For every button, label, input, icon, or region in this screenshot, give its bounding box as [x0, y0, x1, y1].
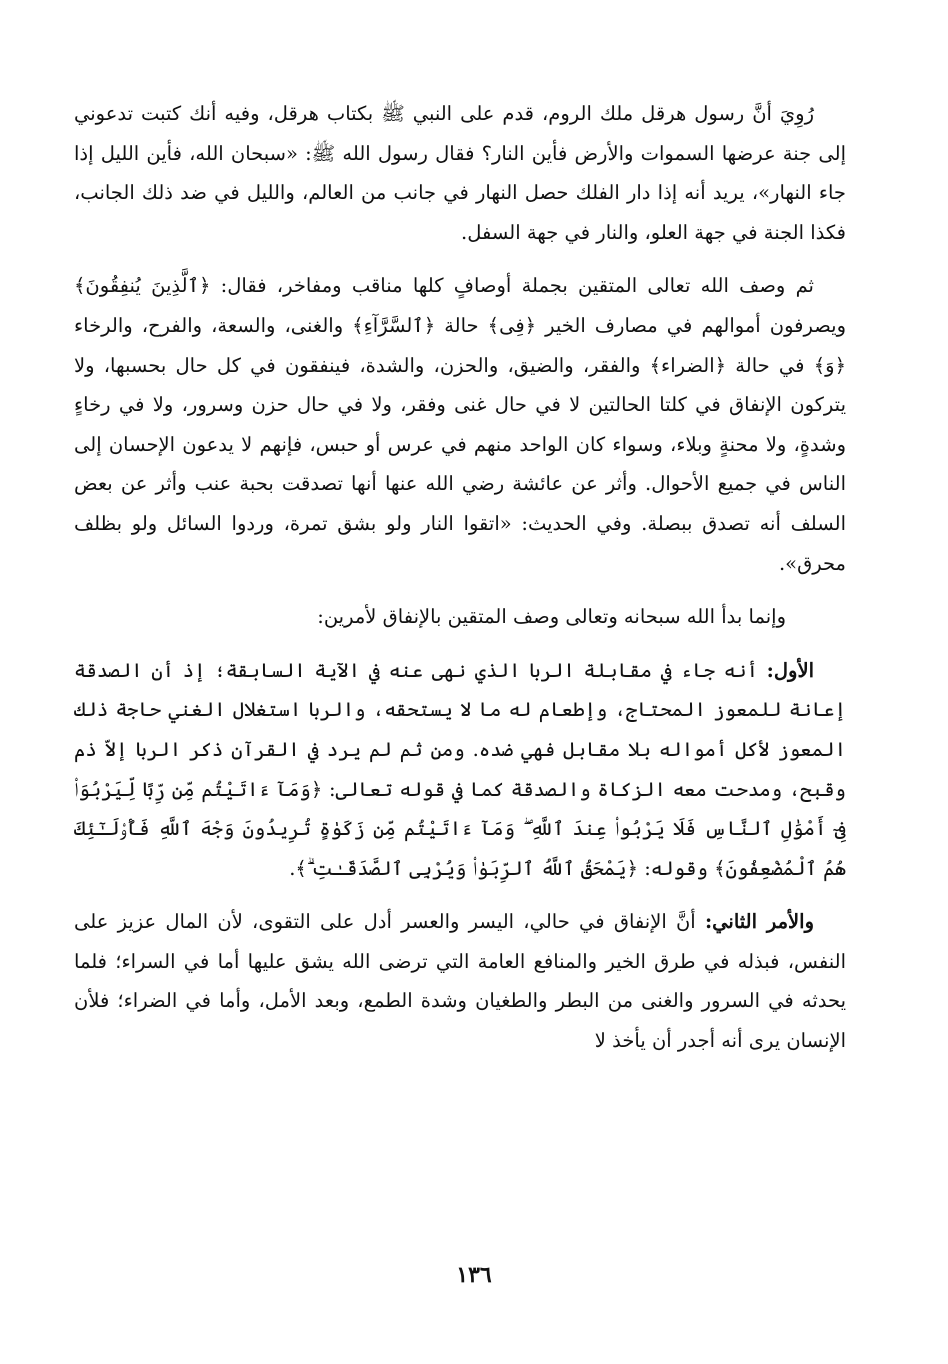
page-number: ١٣٦: [456, 1262, 492, 1288]
paragraph-text: وإنما بدأ الله سبحانه وتعالى وصف المتقين بالإنفاق لأمرين:: [317, 605, 786, 629]
paragraph-two-reasons: [74, 597, 846, 637]
paragraph-description-of-pious: [74, 266, 846, 583]
paragraph-text: رُوِيَ أنَّ رسول هرقل ملك الروم، قدم على النبي ﷺ بكتاب هرقل، وفيه أنك كتبت تدعوني إلى جنة عرضها السموات والأرض فأين النار؟ فقال رسول الله ﷺ: «سبحان الله، فأين الليل إذا جاء النهار»، يريد أنه إذا دار الفلك حصل النهار في جانب من العالم، والليل في ضد ذلك الجانب، فكذا الجنة في جهة العلو، والنار في جهة السفل.: [74, 102, 846, 244]
paragraph-second-reason: [74, 902, 846, 1060]
paragraph-text: أنه جاء في مقابلة الربا الذي نهى عنه في الآية السابقة؛ إذ أن الصدقة إعانة للمعوز المحتاج، وإطعام له ما لا يستحقه، والربا استغلال الغني حاجة ذلك المعوز لأكل أمواله بلا مقابل فهي ضده. ومن ثم لم يرد في القرآن ذكر الربا إلاّ ذم وقبح، ومدحت معه الزكاة والصدقة كما في قوله تعالى: ﴿وَمَآ ءَاتَيْتُم مِّن رِّبًا لِّيَرْبُوَا۟ فِىٓ أَمْوَٰلِ ٱلنَّاسِ فَلَا يَرْبُوا۟ عِندَ ٱللَّهِ ۖ وَمَآ ءَاتَيْتُم مِّن زَكَوٰةٍ تُرِيدُونَ وَجْهَ ٱللَّهِ فَأُو۟لَـٰٓئِكَ هُمُ ٱلْمُضْعِفُونَ﴾ وقوله: ﴿يَمْحَقُ ٱللَّهُ ٱلرِّبَوٰا۟ وَيُرْبِى ٱلصَّدَقَـٰتِ ۗ﴾.: [74, 658, 846, 880]
paragraph-lead: والأمر الثاني:: [704, 910, 815, 934]
paragraph-lead: الأول:: [766, 658, 814, 682]
paragraph-text: ثم وصف الله تعالى المتقين بجملة أوصافٍ كلها مناقب ومفاخر، فقال: ﴿ٱلَّذِينَ يُنفِقُونَ﴾ ويصرفون أموالهم في مصارف الخير ﴿فِى﴾ حالة ﴿ٱلسَّرَّآءِ﴾ والغنى، والسعة، والفرح، والرخاء ﴿وَ﴾ في حالة ﴿الضراء﴾ والفقر، والضيق، والحزن، والشدة، فينفقون في كل حال بحسبها، ولا يتركون الإنفاق في كلتا الحالتين لا في حال غنى وفقر، ولا في حال حزن وسرور، ولا في رخاءٍ وشدةٍ، ولا محنةٍ وبلاء، وسواء كان الواحد منهم في عرس أو حبس، فإنهم لا يدعون الإحسان إلى الناس في جميع الأحوال. وأثر عن عائشة رضي الله عنها أنها تصدقت بحبة عنب وأثر عن بعض السلف أنه تصدق ببصلة. وفي الحديث: «اتقوا النار ولو بشق تمرة، وردوا السائل ولو بظلف محرق».: [74, 274, 846, 575]
body-text: [74, 94, 846, 1075]
paragraph-heraclius: [74, 94, 846, 252]
paragraph-text: أنَّ الإنفاق في حالي، اليسر والعسر أدل على التقوى، لأن المال عزيز على النفس، فبذله في طرق الخير والمنافع العامة التي ترضى الله يشق عليها أما في السراء؛ فلما يحدثه في السرور والغنى من البطر والطغيان وشدة الطمع، وبعد الأمل، وأما في الضراء؛ فلأن الإنسان يرى أنه أجدر أن يأخذ لا: [74, 910, 846, 1053]
paragraph-first-reason: [74, 651, 846, 889]
